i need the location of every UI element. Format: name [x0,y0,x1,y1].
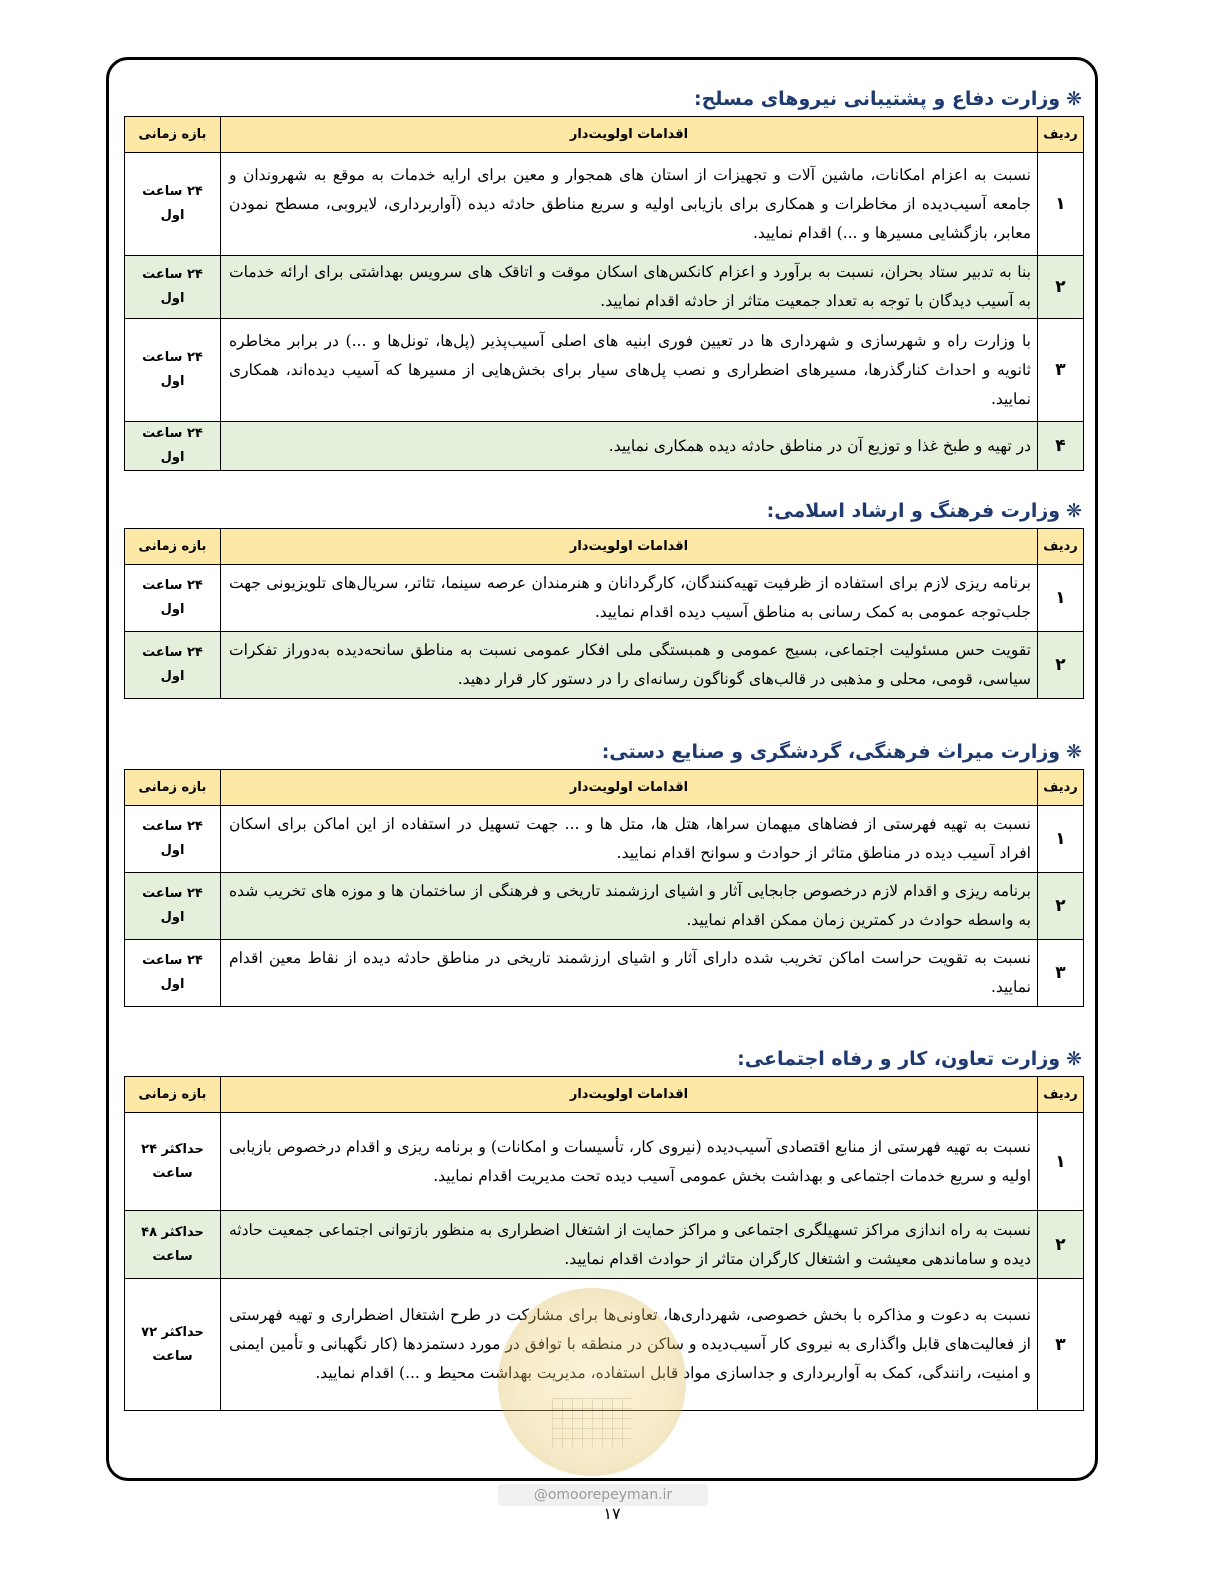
row-action: نسبت به تهیه فهرستی از منابع اقتصادی آسیب‌دیده (نیروی کار، تأسیسات و امکانات) و برنامه ریزی و اقدام درخصوص بازیابی اولیه و سریع خدمات اجتماعی و بهداشت بخش عمومی آسیب دیده تحت مدیریت اقدام نمایید. [221,1113,1038,1211]
section-labor [125,1042,1084,1411]
table-row [125,1113,1084,1211]
row-time: ۲۴ ساعت اول [125,319,221,422]
row-action: نسبت به تهیه فهرستی از فضاهای میهمان سراها، هتل ها، متل ها و ... جهت تسهیل در استفاده از این اماکن برای اسکان افراد آسیب دیده در مناطق متاثر از حوادث و سوانح اقدام نمایید. [221,806,1038,873]
row-action: نسبت به دعوت و مذاکره با بخش خصوصی، شهرداری‌ها، تعاونی‌ها برای مشارکت در طرح اشتغال اضطراری و تهیه فهرستی از فعالیت‌های قابل واگذاری به نیروی کار آسیب‌دیده و ساکن در منطقه با توافق در مورد دستمزدها (کار نگهبانی و تأمین ایمنی و امنیت، رانندگی، کمک به آواربرداری و جداسازی مواد قابل استفاده، مدیریت بهداشت محیط و ...) اقدام نمایید. [221,1279,1038,1411]
header-actions: اقدامات اولویت‌دار [221,529,1038,565]
row-action: برنامه ریزی و اقدام لازم درخصوص جابجایی آثار و اشیای ارزشمند تاریخی و فرهنگی از ساختمان ها و موزه های تخریب شده به واسطه حوادث در کمترین زمان ممکن اقدام نمایید. [221,873,1038,940]
table-header-row [125,117,1084,153]
row-time: ۲۴ ساعت اول [125,256,221,319]
table-header-row [125,770,1084,806]
section-defense [125,82,1084,471]
row-action: نسبت به تقویت حراست اماکن تخریب شده دارای آثار و اشیای ارزشمند تاریخی در مناطق حادثه دیده از نقاط معین اقدام نمایید. [221,940,1038,1007]
header-time: بازه زمانی [125,529,221,565]
row-action: با وزارت راه و شهرسازی و شهرداری ها در تعیین فوری ابنیه های اصلی آسیب‌پذیر (پل‌ها، تونل‌ها و ...) در برابر مخاطره ثانویه و احداث کنارگذرها، مسیرهای اضطراری و نصب پل‌های سیار برای بخش‌هایی از مسیرها که آسیب دیده‌اند، همکاری نمایید. [221,319,1038,422]
actions-table [124,528,1084,699]
header-row-number: ردیف [1038,529,1084,565]
row-action: در تهیه و طبخ غذا و توزیع آن در مناطق حادثه دیده همکاری نمایید. [221,422,1038,471]
table-row [125,873,1084,940]
star-icon: ❋ [1066,500,1082,522]
header-row-number: ردیف [1038,117,1084,153]
row-action: نسبت به راه اندازی مراکز تسهیلگری اجتماعی و مراکز حمایت از اشتغال اضطراری به منظور بازتوانی اجتماعی جمعیت حادثه دیده و ساماندهی معیشت و اشتغال کارگران متاثر از حوادث اقدام نمایید. [221,1211,1038,1279]
row-time: ۲۴ ساعت اول [125,153,221,256]
header-row-number: ردیف [1038,1077,1084,1113]
star-icon: ❋ [1066,88,1082,110]
section-heritage [125,735,1084,1007]
row-time: ۲۴ ساعت اول [125,873,221,940]
row-number: ۴ [1038,422,1084,471]
header-actions: اقدامات اولویت‌دار [221,1077,1038,1113]
row-number: ۱ [1038,153,1084,256]
actions-table [124,1076,1084,1411]
row-number: ۱ [1038,565,1084,632]
table-row [125,632,1084,699]
row-action: بنا به تدبیر ستاد بحران، نسبت به برآورد و اعزام کانکس‌های اسکان موقت و اتاقک های سرویس بهداشتی برای ارائه خدمات به آسیب دیدگان با توجه به تعداد جمعیت متاثر از حادثه اقدام نمایید. [221,256,1038,319]
row-number: ۲ [1038,873,1084,940]
section-title: ❋وزارت میراث فرهنگی، گردشگری و صنایع دستی: [601,741,1082,763]
table-row [125,422,1084,471]
row-action: برنامه ریزی لازم برای استفاده از ظرفیت تهیه‌کنندگان، کارگردانان و هنرمندان عرصه سینما، تئاتر، سریال‌های تلویزیونی جهت جلب‌توجه عمومی به کمک رسانی به مناطق آسیب دیده اقدام نمایید. [221,565,1038,632]
page-number: ۱۷ [603,1504,621,1523]
table-row [125,256,1084,319]
row-time: ۲۴ ساعت اول [125,565,221,632]
watermark-url: @omoorepeyman.ir [498,1484,708,1506]
row-time: ۲۴ ساعت اول [125,806,221,873]
row-number: ۲ [1038,1211,1084,1279]
section-title: ❋وزارت تعاون، کار و رفاه اجتماعی: [737,1048,1082,1070]
actions-table [124,116,1084,471]
section-culture [125,494,1084,699]
header-time: بازه زمانی [125,770,221,806]
row-number: ۳ [1038,940,1084,1007]
row-time: ۲۴ ساعت اول [125,940,221,1007]
row-number: ۲ [1038,632,1084,699]
row-action: نسبت به اعزام امکانات، ماشین آلات و تجهیزات از استان های همجوار و معین برای ارایه خدمات به موقع به شهروندان و جامعه آسیب‌دیده از مخاطرات و همکاری برای بازیابی اولیه و سریع مناطق حادثه دیده (آواربرداری، لایروبی، مسطح نمودن معابر، بازگشایی مسیرها و ...) اقدام نمایید. [221,153,1038,256]
row-number: ۱ [1038,1113,1084,1211]
actions-table [124,769,1084,1007]
table-row [125,806,1084,873]
row-time: حداکثر ۷۲ ساعت [125,1279,221,1411]
table-row [125,940,1084,1007]
row-action: تقویت حس مسئولیت اجتماعی، بسیج عمومی و همبستگی ملی افکار عمومی نسبت به مناطق سانحه‌دیده به‌دوراز تفکرات سیاسی، قومی، محلی و مذهبی در قالب‌های گوناگون رسانه‌ای را در دستور کار قرار دهید. [221,632,1038,699]
table-header-row [125,1077,1084,1113]
row-number: ۲ [1038,256,1084,319]
star-icon: ❋ [1066,741,1082,763]
row-time: ۲۴ ساعت اول [125,632,221,699]
table-row [125,153,1084,256]
header-time: بازه زمانی [125,117,221,153]
row-number: ۱ [1038,806,1084,873]
table-row [125,565,1084,632]
table-header-row [125,529,1084,565]
row-time: حداکثر ۲۴ ساعت [125,1113,221,1211]
table-row [125,319,1084,422]
row-number: ۳ [1038,319,1084,422]
header-time: بازه زمانی [125,1077,221,1113]
row-time: حداکثر ۴۸ ساعت [125,1211,221,1279]
star-icon: ❋ [1066,1048,1082,1070]
row-number: ۳ [1038,1279,1084,1411]
header-actions: اقدامات اولویت‌دار [221,117,1038,153]
table-row [125,1279,1084,1411]
section-title: ❋وزارت دفاع و پشتیبانی نیروهای مسلح: [693,88,1082,110]
header-row-number: ردیف [1038,770,1084,806]
row-time: ۲۴ ساعت اول [125,422,221,471]
section-title: ❋وزارت فرهنگ و ارشاد اسلامی: [766,500,1082,522]
table-row [125,1211,1084,1279]
header-actions: اقدامات اولویت‌دار [221,770,1038,806]
